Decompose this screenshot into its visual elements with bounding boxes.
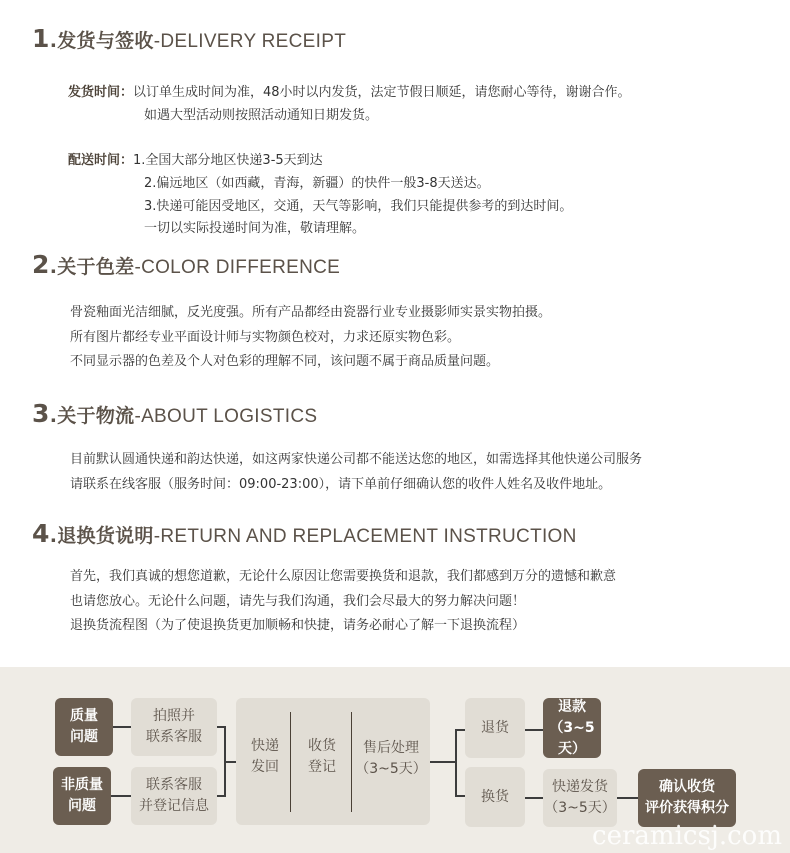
connector [455, 729, 457, 797]
divider [290, 712, 291, 812]
returns-line-2: 也请您放心。无论什么问题，请先与我们沟通，我们会尽最大的努力解决问题！ [70, 594, 526, 609]
photo-contact-box: 拍照并 联系客服 [131, 698, 217, 756]
exchange-goods-box: 换货 [465, 767, 525, 827]
confirm-receipt-box: 确认收货 评价获得积分 [638, 769, 736, 827]
ship-time-line-2: 如遇大型活动则按照活动通知日期发货。 [144, 108, 379, 123]
logistics-line-1: 目前默认圆通快递和韵达快递，如这两家快递公司都不能送达您的地区，如需选择其他快递公司服务 [70, 452, 643, 467]
divider [351, 712, 352, 812]
color-line-2: 所有图片都经专业平面设计师与实物颜色校对，力求还原实物色彩。 [70, 330, 461, 345]
connector [525, 729, 543, 731]
logistics-line-2: 请联系在线客服（服务时间：09:00-23:00），请下单前仔细确认您的收件人姓名及收件地址。 [70, 477, 612, 492]
color-line-1: 骨瓷釉面光洁细腻，反光度强。所有产品都经由瓷器行业专业摄影师实景实物拍摄。 [70, 305, 552, 320]
returns-line-3: 退换货流程图（为了使退换货更加顺畅和快捷，请务必耐心了解一下退换流程） [70, 618, 526, 633]
aftersale-step: 售后处理 （3~5天） [355, 740, 427, 777]
section-title-returns: 4.退换货说明-RETURN AND REPLACEMENT INSTRUCTION [32, 519, 577, 548]
return-flow-chart [0, 667, 790, 853]
returns-line-1: 首先，我们真诚的想您道歉，无论什么原因让您需要换货和退款，我们都感到万分的遗憾和歉意 [70, 569, 617, 584]
dist-time-line: 配送时间：1.全国大部分地区快递3-5天到达 [68, 153, 323, 168]
watermark: ceramicsj.com [592, 821, 782, 851]
express-return-step: 快递 发回 [251, 738, 279, 775]
section-title-logistics: 3.关于物流-ABOUT LOGISTICS [32, 399, 318, 428]
ship-time-line: 发货时间：以订单生成时间为准，48小时以内发货，法定节假日顺延，请您耐心等待，谢谢合作。 [68, 85, 631, 100]
connector [455, 729, 465, 731]
receive-register-step: 收货 登记 [308, 738, 336, 775]
connector [455, 795, 465, 797]
dist-time-line-3: 3.快递可能因受地区，交通，天气等影响，我们只能提供参考的到达时间。 [144, 199, 573, 214]
dist-time-line-2: 2.偏远地区（如西藏，青海，新疆）的快件一般3-8天送达。 [144, 176, 490, 191]
contact-register-box: 联系客服 并登记信息 [131, 767, 217, 825]
dist-time-line-4: 一切以实际投递时间为准，敬请理解。 [144, 221, 366, 236]
connector [224, 761, 236, 763]
section-title-color: 2.关于色差-COLOR DIFFERENCE [32, 250, 341, 279]
return-goods-box: 退货 [465, 698, 525, 758]
section-title-delivery: 1.发货与签收-DELIVERY RECEIPT [32, 24, 347, 53]
refund-box: 退款 （3~5天） [543, 698, 601, 758]
express-ship-box: 快递发货 （3~5天） [543, 769, 617, 827]
connector [525, 797, 543, 799]
color-line-3: 不同显示器的色差及个人对色彩的理解不同，该问题不属于商品质量问题。 [70, 354, 500, 369]
non-quality-issue-box: 非质量 问题 [53, 767, 111, 825]
quality-issue-box: 质量 问题 [55, 698, 113, 756]
connector [617, 797, 638, 799]
connector [113, 726, 131, 728]
connector [111, 795, 131, 797]
connector [430, 761, 456, 763]
